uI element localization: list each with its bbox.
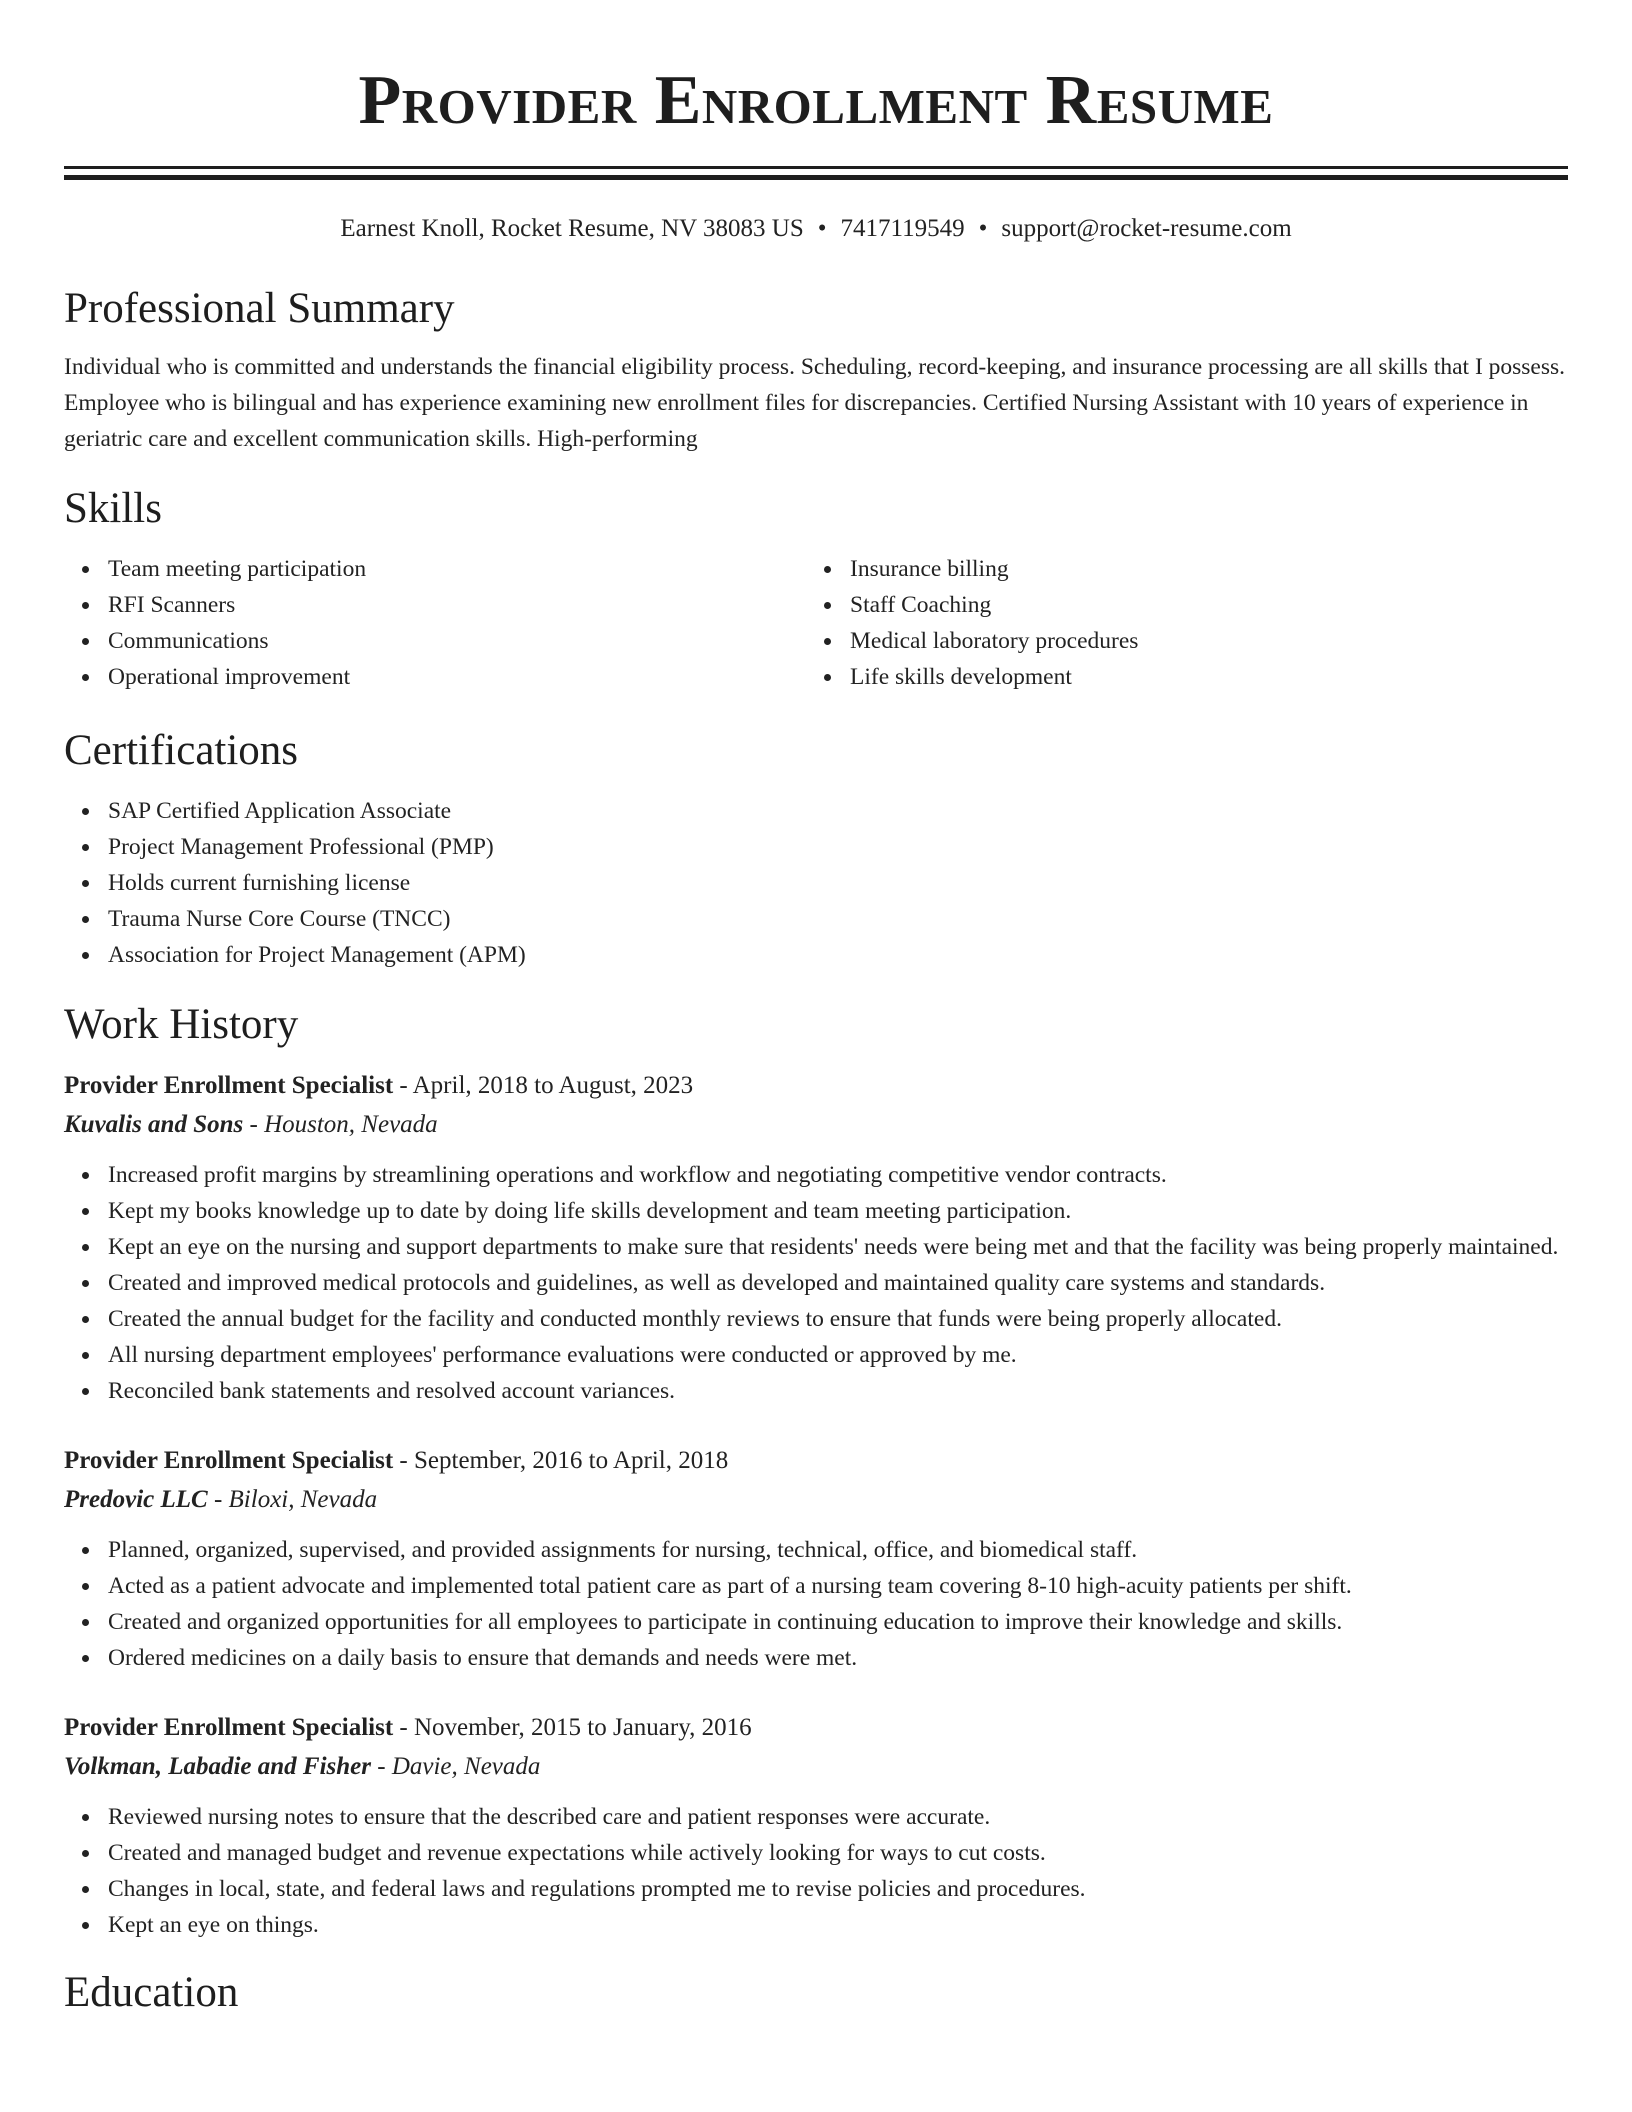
job-bullet: Created and improved medical protocols and guidelines, as well as developed and maintained quality care systems and standards. [64, 1265, 1568, 1301]
skill-item: Operational improvement [64, 659, 806, 695]
job-entry [64, 1067, 1568, 1409]
job-company-line [64, 1480, 1568, 1520]
job-bullet: Created the annual budget for the facility and conducted monthly reviews to ensure that funds were being properly allocated. [64, 1301, 1568, 1337]
job-bullet: Kept my books knowledge up to date by doing life skills development and team meeting participation. [64, 1193, 1568, 1229]
job-dates: - September, 2016 to April, 2018 [393, 1447, 729, 1474]
job-location: - Biloxi, Nevada [207, 1486, 378, 1513]
job-company: Kuvalis and Sons [64, 1111, 244, 1138]
job-company: Predovic LLC [64, 1486, 208, 1513]
job-bullet: Increased profit margins by streamlining operations and workflow and negotiating competitive vendor contracts. [64, 1157, 1568, 1193]
certifications-list [64, 793, 1568, 973]
skill-item: Medical laboratory procedures [806, 623, 1548, 659]
job-bullets [64, 1157, 1568, 1409]
job-bullet: Created and organized opportunities for all employees to participate in continuing education to improve their knowledge and skills. [64, 1604, 1568, 1640]
contact-separator: • [817, 215, 827, 242]
contact-separator: • [978, 215, 988, 242]
job-bullets [64, 1799, 1568, 1943]
skills-column-left [64, 551, 806, 695]
job-title: Provider Enrollment Specialist [64, 1072, 394, 1099]
job-bullet: Kept an eye on the nursing and support departments to make sure that residents' needs were being met and that the facility was being properly maintained. [64, 1229, 1568, 1265]
title-divider-thick [64, 175, 1568, 180]
job-bullet: All nursing department employees' performance evaluations were conducted or approved by me. [64, 1337, 1568, 1373]
job-bullet: Acted as a patient advocate and implemented total patient care as part of a nursing team covering 8-10 high-acuity patients per shift. [64, 1568, 1568, 1604]
section-heading-summary: Professional Summary [64, 285, 455, 332]
job-company-line [64, 1747, 1568, 1787]
job-entry [64, 1442, 1568, 1676]
job-title-line [64, 1067, 1568, 1105]
title-divider-thin [64, 166, 1568, 169]
job-location: - Davie, Nevada [371, 1753, 541, 1780]
skill-item: Insurance billing [806, 551, 1548, 587]
certification-item: Association for Project Management (APM) [64, 937, 1568, 973]
skills-grid [64, 551, 1568, 695]
job-location: - Houston, Nevada [243, 1111, 438, 1138]
contact-phone: 7417119549 [840, 215, 965, 242]
job-company-line [64, 1105, 1568, 1145]
resume-title: Provider Enrollment Resume [358, 62, 1274, 139]
contact-email: support@rocket-resume.com [1001, 215, 1292, 242]
section-heading-work-history: Work History [64, 1001, 299, 1048]
skills-column-right [806, 551, 1548, 695]
job-bullet: Changes in local, state, and federal laws and regulations prompted me to revise policies and procedures. [64, 1871, 1568, 1907]
skill-item: Communications [64, 623, 806, 659]
certification-item: Trauma Nurse Core Course (TNCC) [64, 901, 1568, 937]
certification-item: Holds current furnishing license [64, 865, 1568, 901]
section-heading-education: Education [64, 1969, 239, 2016]
section-heading-skills: Skills [64, 485, 162, 532]
job-entry [64, 1709, 1568, 1943]
job-bullet: Created and managed budget and revenue expectations while actively looking for ways to cut costs. [64, 1835, 1568, 1871]
job-title-line [64, 1442, 1568, 1480]
certification-item: Project Management Professional (PMP) [64, 829, 1568, 865]
contact-address: Earnest Knoll, Rocket Resume, NV 38083 US [340, 215, 804, 242]
skill-item: Life skills development [806, 659, 1548, 695]
summary-text: Individual who is committed and understands the financial eligibility process. Scheduling, record-keeping, and insurance processing are all skills that I possess. Employee who is bilingual and has experience examining new enrollment files for discrepancies. Certified Nursing Assistant with 10 years of experience in geriatric care and excellent communication skills. High-performing [64, 354, 1566, 452]
job-title: Provider Enrollment Specialist [64, 1447, 394, 1474]
job-bullet: Kept an eye on things. [64, 1907, 1568, 1943]
resume-page [64, 0, 1568, 2019]
job-bullet: Reconciled bank statements and resolved account variances. [64, 1373, 1568, 1409]
job-bullet: Ordered medicines on a daily basis to ensure that demands and needs were met. [64, 1640, 1568, 1676]
job-bullets [64, 1532, 1568, 1676]
job-title: Provider Enrollment Specialist [64, 1714, 394, 1741]
skill-item: RFI Scanners [64, 587, 806, 623]
section-heading-certifications: Certifications [64, 727, 299, 774]
skill-item: Staff Coaching [806, 587, 1548, 623]
job-dates: - April, 2018 to August, 2023 [393, 1072, 694, 1099]
job-company: Volkman, Labadie and Fisher [64, 1753, 371, 1780]
contact-line [64, 213, 1568, 245]
certification-item: SAP Certified Application Associate [64, 793, 1568, 829]
job-bullet: Reviewed nursing notes to ensure that the described care and patient responses were accurate. [64, 1799, 1568, 1835]
skill-item: Team meeting participation [64, 551, 806, 587]
job-title-line [64, 1709, 1568, 1747]
job-bullet: Planned, organized, supervised, and provided assignments for nursing, technical, office, and biomedical staff. [64, 1532, 1568, 1568]
job-dates: - November, 2015 to January, 2016 [393, 1714, 752, 1741]
